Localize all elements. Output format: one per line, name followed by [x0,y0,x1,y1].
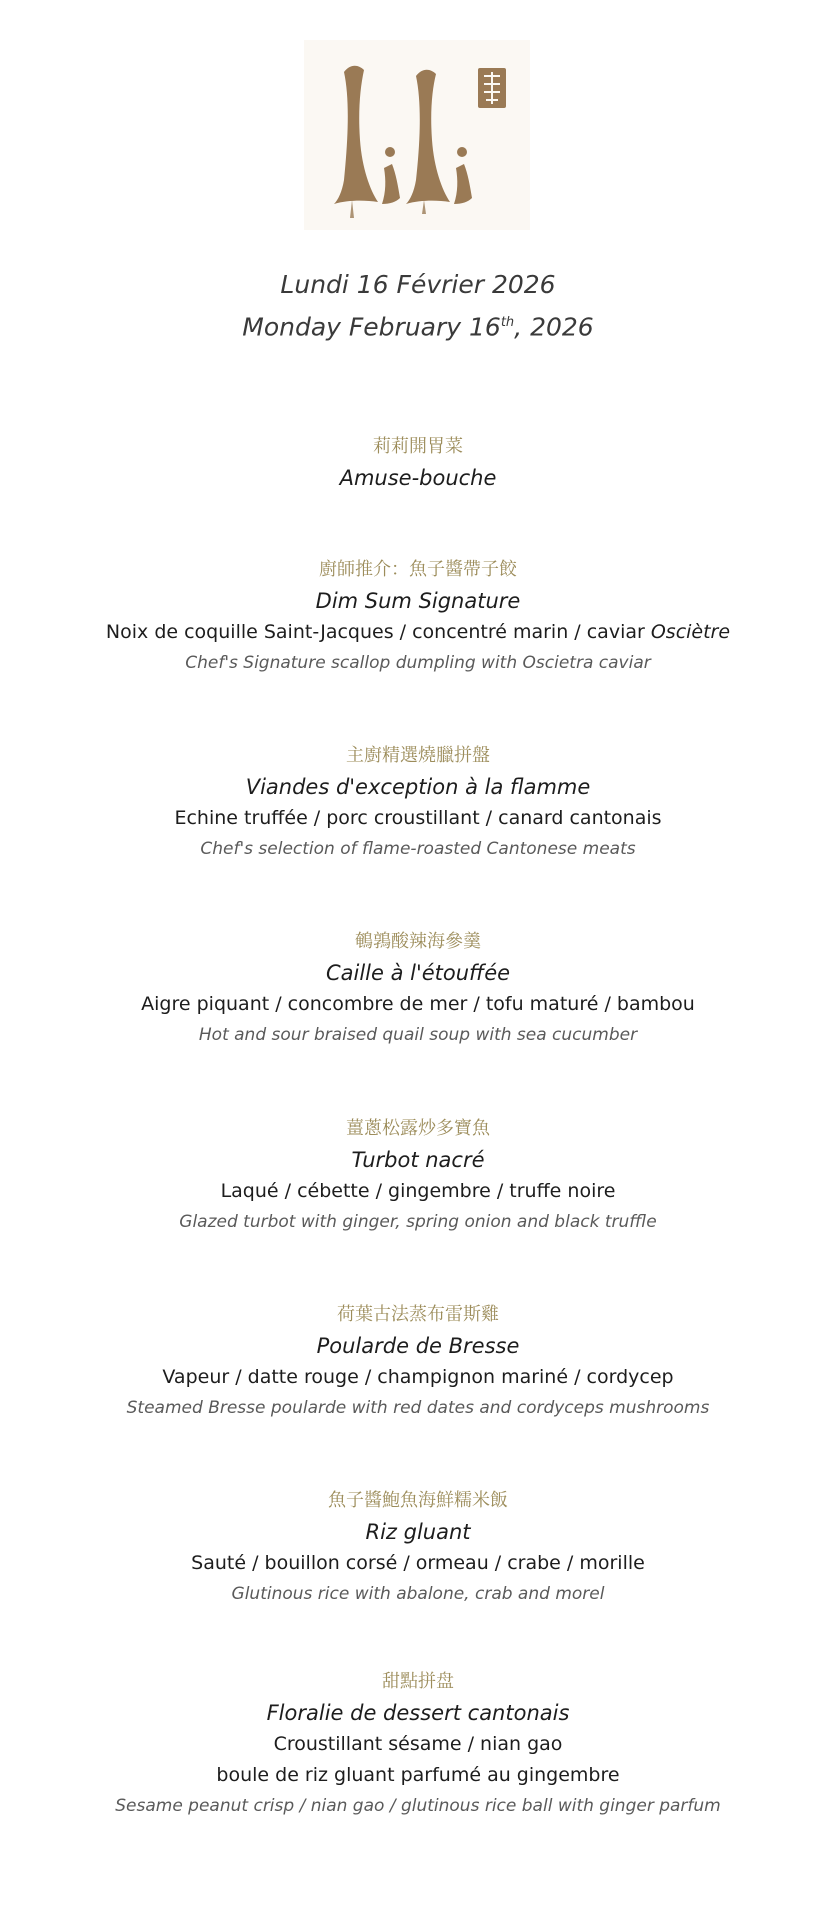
course-chinese-name: 鵪鶉酸辣海參羹 [355,931,481,952]
course-english-description: Steamed Bresse poularde with red dates and cordyceps mushrooms [126,1398,710,1418]
course-ingredients-line-2: boule de riz gluant parfumé au gingembre [216,1764,620,1786]
course-chinese-name: 薑蔥松露炒多寶魚 [346,1118,490,1139]
course-poularde [0,1300,836,1423]
course-ingredients: Noix de coquille Saint-Jacques / concentré marin / caviar Oscièt​re [105,621,731,643]
course-english-description: Hot and sour braised quail soup with sea cucumber [198,1025,638,1045]
course-chinese-name: 荷葉古法蒸布雷斯雞 [337,1304,499,1325]
date-english: Monday February 16th, 2026 [242,312,594,342]
course-english-description: Chef's selection of flame-roasted Cantonese meats [200,839,636,859]
course-title: Dim Sum Signature [315,589,521,613]
course-chinese-name: 魚子醬鮑魚海鮮糯米飯 [328,1490,508,1511]
course-title: Turbot nacré [351,1148,485,1172]
logo-graphic [304,40,530,230]
course-ingredients: Laqué / cébette / gingembre / truffe noire [220,1180,616,1202]
course-title: Riz gluant [365,1520,471,1544]
course-dim-sum [0,555,836,678]
course-english-description: Sesame peanut crisp / nian gao / glutinous rice ball with ginger parfum [115,1796,721,1816]
course-chinese-name: 廚師推介：魚子醬帶子餃 [319,559,517,580]
course-ingredients: Sauté / bouillon corsé / ormeau / crabe / morille [191,1552,645,1574]
course-ingredients: Echine truffée / porc croustillant / canard cantonais [174,807,662,829]
course-title: Amuse-bouche [339,466,497,490]
restaurant-logo [304,40,530,230]
course-caille [0,927,836,1050]
course-title: Floralie de dessert cantonais [266,1701,570,1725]
course-riz-gluant [0,1486,836,1609]
course-english-description: Chef's Signature scallop dumpling with Oscietra caviar [185,653,651,673]
menu-date [0,266,836,346]
course-turbot [0,1114,836,1237]
course-chinese-name: 主廚精選燒臘拼盤 [346,745,490,766]
date-french: Lundi 16 Février 2026 [280,270,556,299]
course-amuse-bouche [0,432,836,494]
course-ingredients: Aigre piquant / concombre de mer / tofu maturé / bambou [141,993,695,1015]
course-ingredients: Vapeur / datte rouge / champignon mariné / cordycep [162,1366,674,1388]
course-english-description: Glutinous rice with abalone, crab and morel [231,1584,605,1604]
course-chinese-name: 甜點拼盘 [382,1671,454,1692]
course-title: Caille à l'étouffée [325,961,511,985]
course-chinese-name: 莉莉開胃菜 [373,436,463,457]
course-title: Viandes d'exception à la flamme [245,775,591,799]
course-english-description: Glazed turbot with ginger, spring onion and black truffle [179,1212,657,1232]
course-viandes [0,741,836,864]
course-ingredients: Croustillant sésame / nian gao [273,1733,563,1755]
course-dessert [0,1667,836,1821]
course-title: Poularde de Bresse [316,1334,520,1358]
